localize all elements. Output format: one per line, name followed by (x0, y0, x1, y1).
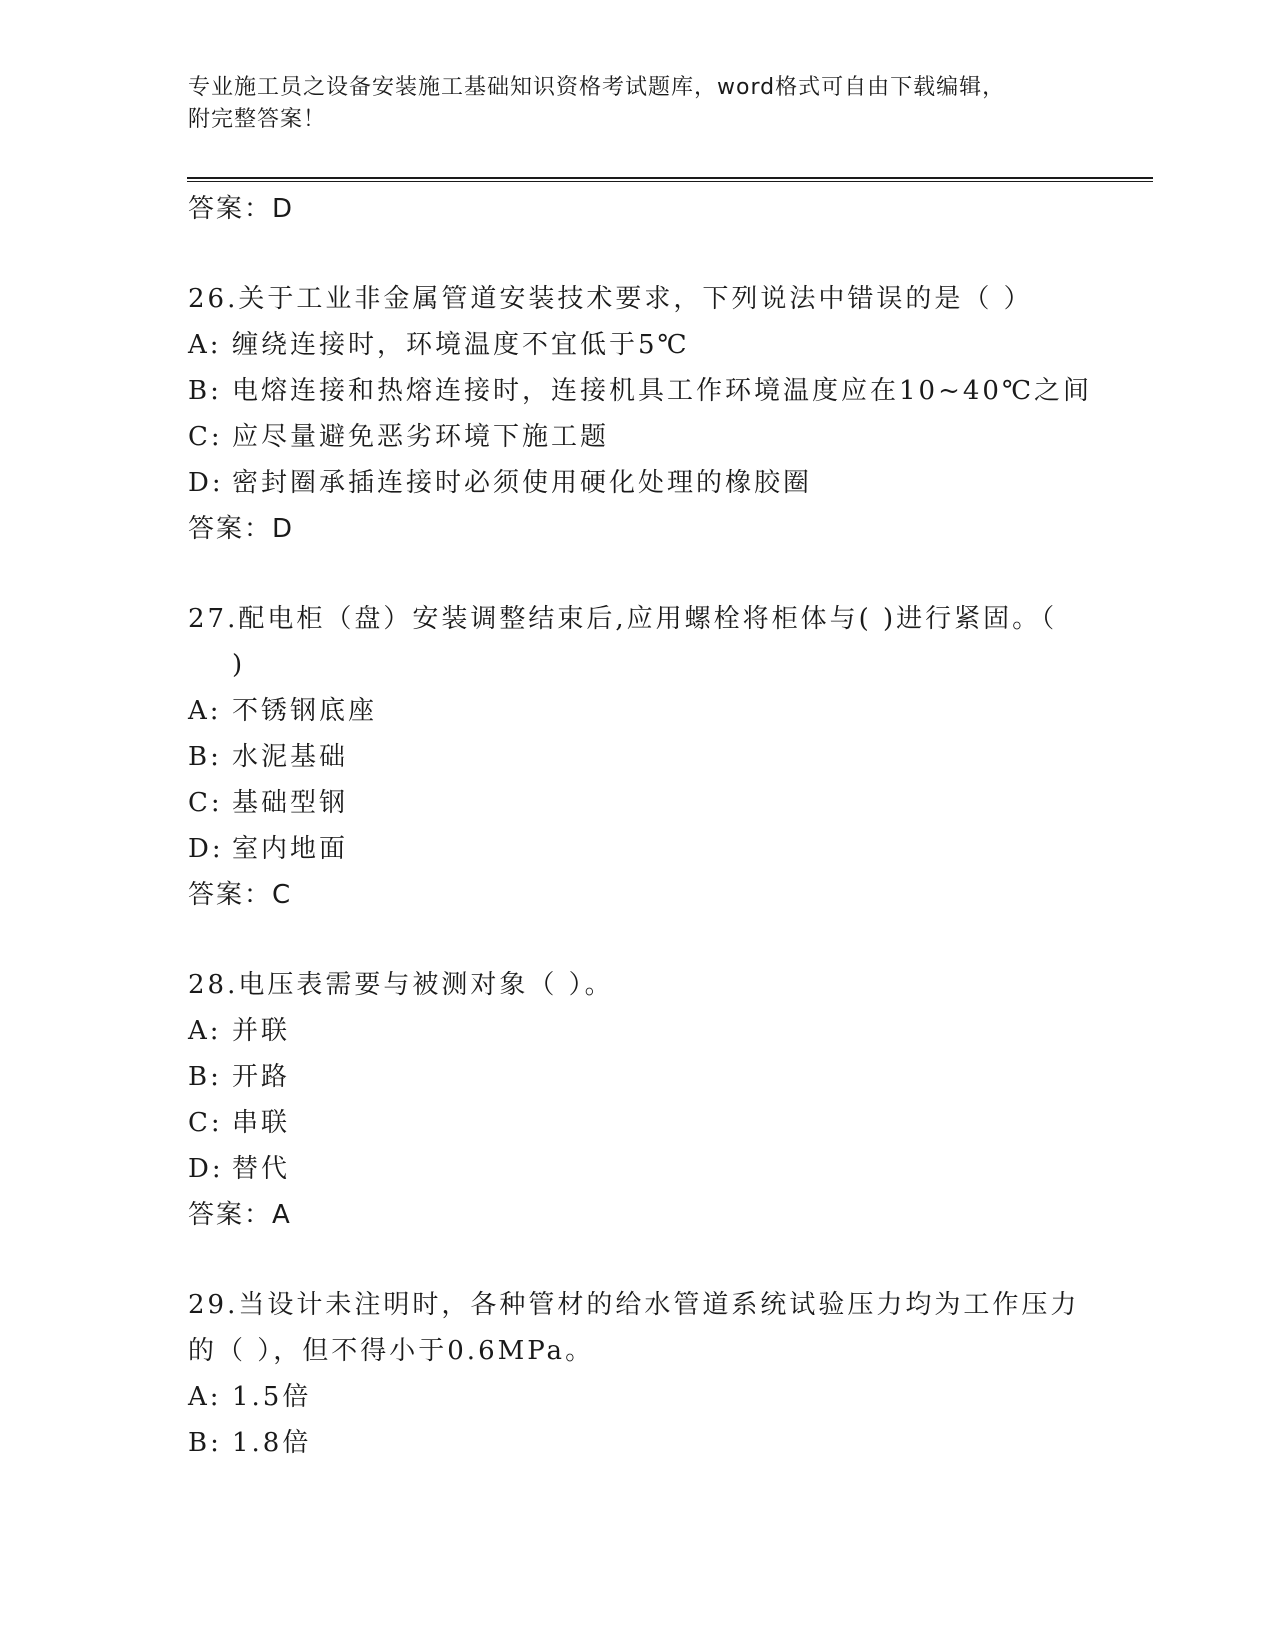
spacer (188, 1238, 1088, 1282)
option-letter: B: (188, 1062, 222, 1092)
option-letter: A: (188, 330, 222, 360)
option-text: 应尽量避免恶劣环境下施工题 (232, 422, 610, 452)
option-d (188, 1146, 1088, 1192)
option-letter: C: (188, 422, 223, 452)
option-text: 电熔连接和热熔连接时，连接机具工作环境温度应在10~40℃之间 (232, 376, 1093, 406)
option-text: 开路 (232, 1062, 291, 1092)
option-letter: B: (188, 742, 222, 772)
option-text: 缠绕连接时，环境温度不宜低于5℃ (232, 330, 690, 360)
option-letter: B: (188, 1428, 222, 1458)
option-text: 水泥基础 (232, 742, 349, 772)
option-text: 串联 (232, 1108, 291, 1138)
option-a (188, 1008, 1088, 1054)
option-b (188, 1420, 1088, 1466)
option-c (188, 780, 1088, 826)
option-letter: D: (188, 834, 224, 864)
question-29 (188, 1282, 1088, 1466)
option-c (188, 414, 1088, 460)
header-line-1: 专业施工员之设备安装施工基础知识资格考试题库，word格式可自由下载编辑， (188, 75, 1006, 100)
option-letter: C: (188, 1108, 223, 1138)
option-c (188, 1100, 1088, 1146)
question-stem: 29.当设计未注明时，各种管材的给水管道系统试验压力均为工作压力 (188, 1290, 1080, 1320)
option-text: 替代 (232, 1154, 291, 1184)
header-rule-thin (187, 181, 1153, 182)
answer-line: 答案：D (188, 514, 295, 544)
spacer (188, 552, 1088, 596)
option-a (188, 688, 1088, 734)
question-list (188, 186, 1093, 1466)
question-28 (188, 962, 1088, 1238)
previous-answer: 答案：D (188, 194, 295, 224)
option-a (188, 1374, 1088, 1420)
option-letter: D: (188, 1154, 224, 1184)
question-27 (188, 596, 1088, 918)
question-26 (188, 276, 1093, 552)
option-b (188, 1054, 1088, 1100)
question-stem: 28.电压表需要与被测对象（ ）。 (188, 970, 614, 1000)
spacer (188, 918, 1088, 962)
option-b (188, 734, 1088, 780)
option-text: 室内地面 (232, 834, 349, 864)
document-header (188, 72, 1088, 136)
header-line-2: 附完整答案！ (188, 107, 327, 132)
option-text: 1.5倍 (232, 1382, 312, 1412)
option-d (188, 460, 1088, 506)
option-letter: D: (188, 468, 224, 498)
option-text: 并联 (232, 1016, 291, 1046)
option-letter: C: (188, 788, 223, 818)
option-text: 基础型钢 (232, 788, 349, 818)
option-letter: A: (188, 1382, 222, 1412)
option-text: 不锈钢底座 (232, 696, 378, 726)
answer-line: 答案：C (188, 880, 293, 910)
spacer (188, 232, 1088, 276)
option-a (188, 322, 1088, 368)
answer-line: 答案：A (188, 1200, 292, 1230)
header-rule-thick (187, 177, 1153, 179)
question-stem: 27.配电柜（盘）安装调整结束后,应用螺栓将柜体与( )进行紧固。（ (188, 604, 1058, 634)
option-d (188, 826, 1088, 872)
option-text: 密封圈承插连接时必须使用硬化处理的橡胶圈 (232, 468, 813, 498)
option-letter: A: (188, 1016, 222, 1046)
question-stem-continued: 的（ ），但不得小于0.6MPa。 (188, 1336, 595, 1366)
option-letter: B: (188, 376, 222, 406)
question-stem-continued: ) (232, 650, 246, 680)
option-text: 1.8倍 (232, 1428, 312, 1458)
option-b (188, 368, 1093, 414)
question-stem: 26.关于工业非金属管道安装技术要求，下列说法中错误的是（ ） (188, 284, 1033, 314)
option-letter: A: (188, 696, 222, 726)
